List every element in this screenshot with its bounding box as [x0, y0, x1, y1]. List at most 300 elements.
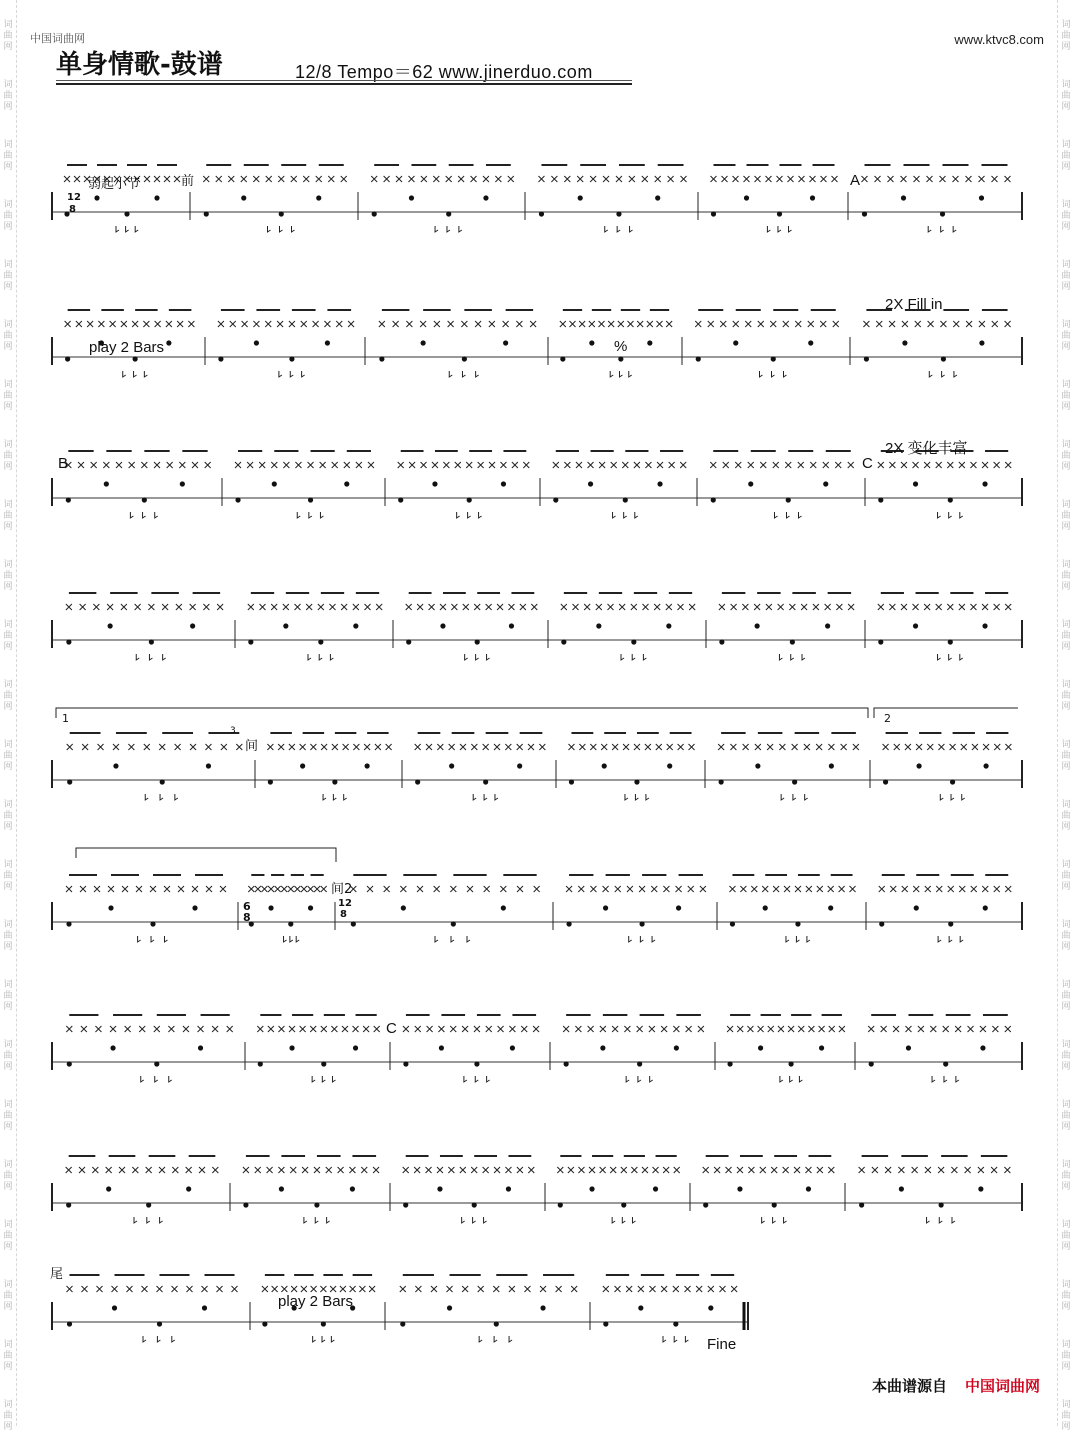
hihat-note	[564, 176, 570, 182]
hihat-note	[557, 1167, 563, 1173]
rest-flag	[333, 794, 336, 800]
hihat-note	[925, 1167, 931, 1173]
hihat-note	[164, 176, 170, 182]
snare-note	[517, 763, 522, 768]
kick-note	[124, 211, 129, 216]
snare-note	[914, 905, 919, 910]
hihat-note	[601, 744, 607, 750]
hihat-note	[310, 744, 316, 750]
kick-note	[696, 356, 701, 361]
hihat-note	[902, 321, 908, 327]
hihat-note	[689, 744, 695, 750]
rest-flag	[449, 371, 452, 377]
hihat-note	[850, 886, 856, 892]
hihat-note	[183, 1026, 189, 1032]
rest-flag	[938, 512, 941, 518]
hihat-note	[417, 886, 423, 892]
snare-note	[899, 1186, 904, 1191]
rest-flag	[962, 794, 965, 800]
kick-note	[150, 921, 155, 926]
rest-flag	[144, 371, 147, 377]
hihat-note	[433, 176, 439, 182]
rest-flag	[160, 1217, 163, 1223]
hihat-note	[144, 744, 150, 750]
hihat-note	[953, 176, 959, 182]
hihat-note	[294, 886, 300, 892]
hihat-note	[203, 604, 209, 610]
hihat-note	[261, 886, 267, 892]
hihat-note	[714, 1167, 720, 1173]
hihat-note	[500, 462, 506, 468]
rest-flag	[126, 226, 129, 232]
hihat-note	[779, 744, 785, 750]
hihat-note	[893, 1026, 899, 1032]
fine-label: Fine	[707, 1336, 737, 1353]
rest-flag	[610, 371, 613, 377]
side-watermark: 词 曲 网	[1061, 1160, 1071, 1192]
kick-note	[204, 211, 209, 216]
hihat-note	[503, 321, 509, 327]
kick-note	[400, 1321, 405, 1326]
kick-note	[475, 639, 480, 644]
side-watermark: 词 曲 网	[3, 80, 13, 112]
snare-note	[241, 195, 246, 200]
hihat-note	[794, 1167, 800, 1173]
snare-note	[401, 905, 406, 910]
snare-note	[110, 1045, 115, 1050]
hihat-note	[308, 886, 314, 892]
hihat-note	[271, 604, 277, 610]
hihat-note	[106, 1167, 112, 1173]
rest-flag	[619, 371, 622, 377]
snare-note	[509, 623, 514, 628]
hihat-note	[489, 321, 495, 327]
snare-note	[432, 481, 437, 486]
second-ending-label: 2	[884, 712, 891, 725]
hihat-note	[666, 321, 672, 327]
hihat-note	[600, 1026, 606, 1032]
hihat-note	[829, 1026, 835, 1032]
rest-flag	[151, 936, 154, 942]
hihat-note	[760, 462, 766, 468]
kick-note	[730, 921, 735, 926]
hihat-note	[619, 604, 625, 610]
hihat-note	[638, 1286, 644, 1292]
snare-note	[113, 763, 118, 768]
hihat-note	[590, 176, 596, 182]
side-watermark: 词 曲 网	[3, 440, 13, 472]
rest-flag	[960, 654, 963, 660]
hihat-note	[321, 744, 327, 750]
hihat-note	[203, 176, 209, 182]
hihat-note	[278, 1167, 284, 1173]
snare-note	[979, 195, 984, 200]
kick-note	[467, 497, 472, 502]
kick-note	[142, 497, 147, 502]
footer-source: 本曲谱源自	[871, 1377, 947, 1395]
hihat-note	[440, 604, 446, 610]
snare-note	[510, 1045, 515, 1050]
hihat-note	[924, 604, 930, 610]
hihat-note	[278, 1026, 284, 1032]
hihat-note	[421, 462, 427, 468]
hihat-note	[674, 1167, 680, 1173]
hihat-note	[508, 604, 514, 610]
hihat-note	[122, 886, 128, 892]
kick-note	[157, 1321, 162, 1326]
hihat-note	[603, 176, 609, 182]
hihat-note	[155, 321, 161, 327]
hihat-note	[642, 176, 648, 182]
hihat-note	[808, 321, 814, 327]
rest-flag	[932, 1076, 935, 1082]
kick-note	[771, 356, 776, 361]
kick-note	[379, 356, 384, 361]
hihat-note	[560, 321, 566, 327]
hihat-note	[978, 1167, 984, 1173]
rest-flag	[143, 1336, 146, 1342]
rest-flag	[952, 1217, 955, 1223]
hihat-note	[517, 886, 523, 892]
rest-flag	[791, 654, 794, 660]
hihat-note	[889, 321, 895, 327]
snare-note	[108, 905, 113, 910]
hihat-note	[437, 744, 443, 750]
hihat-note	[82, 744, 88, 750]
hihat-note	[726, 1167, 732, 1173]
snare-note	[647, 340, 652, 345]
hihat-note	[450, 1026, 456, 1032]
kick-note	[289, 356, 294, 361]
section-a-label: A	[850, 172, 861, 189]
snare-note	[108, 623, 113, 628]
snare-note	[638, 1305, 643, 1310]
hihat-note	[94, 886, 100, 892]
first-ending-label: 1	[62, 712, 69, 725]
snare-note	[279, 1186, 284, 1191]
snare-note	[289, 1045, 294, 1050]
hihat-note	[426, 744, 432, 750]
hihat-note	[386, 744, 392, 750]
hihat-note	[668, 176, 674, 182]
hihat-note	[947, 462, 953, 468]
hihat-note	[876, 321, 882, 327]
snare-note	[503, 340, 508, 345]
hihat-note	[310, 1026, 316, 1032]
hihat-note	[443, 462, 449, 468]
hihat-note	[265, 321, 271, 327]
hihat-note	[80, 604, 86, 610]
hihat-note	[505, 744, 511, 750]
hihat-note	[722, 176, 728, 182]
hihat-note	[878, 462, 884, 468]
rest-flag	[799, 1076, 802, 1082]
hihat-note	[415, 1286, 421, 1292]
kick-note	[149, 639, 154, 644]
kick-note	[566, 921, 571, 926]
site-url[interactable]: www.ktvc8.com	[954, 32, 1044, 47]
hihat-note	[642, 1167, 648, 1173]
kick-note	[948, 497, 953, 502]
hihat-note	[618, 321, 624, 327]
rest-flag	[473, 1217, 476, 1223]
snare-note	[737, 1186, 742, 1191]
hihat-note	[828, 886, 834, 892]
rest-flag	[643, 654, 646, 660]
kick-note	[398, 497, 403, 502]
hihat-note	[157, 1286, 163, 1292]
hihat-note	[579, 321, 585, 327]
hihat-note	[698, 1026, 704, 1032]
hihat-note	[206, 886, 212, 892]
rest-flag	[927, 1217, 930, 1223]
side-watermark: 词 曲 网	[1061, 680, 1071, 712]
hihat-note	[655, 176, 661, 182]
hihat-note	[493, 1286, 499, 1292]
hihat-note	[839, 1026, 845, 1032]
hihat-note	[190, 744, 196, 750]
hihat-note	[966, 321, 972, 327]
hihat-note	[371, 176, 377, 182]
hihat-note	[634, 462, 640, 468]
hihat-note	[326, 1167, 332, 1173]
rest-flag	[949, 936, 952, 942]
side-watermark: 词 曲 网	[3, 1040, 13, 1072]
hihat-note	[177, 321, 183, 327]
pickup-label: 弱起小节	[88, 177, 141, 192]
hihat-note	[710, 462, 716, 468]
rest-flag	[928, 226, 931, 232]
hihat-note	[342, 1026, 348, 1032]
hihat-note	[314, 1167, 320, 1173]
hihat-note	[247, 462, 253, 468]
rest-flag	[805, 794, 808, 800]
hihat-note	[810, 176, 816, 182]
hihat-note	[666, 604, 672, 610]
hihat-note	[747, 1026, 753, 1032]
hihat-note	[828, 744, 834, 750]
hihat-note	[268, 1026, 274, 1032]
hihat-note	[125, 1026, 131, 1032]
hihat-note	[356, 462, 362, 468]
side-watermark: 词 曲 网	[3, 620, 13, 652]
hihat-note	[278, 176, 284, 182]
hihat-note	[374, 1026, 380, 1032]
hihat-note	[129, 462, 135, 468]
hihat-note	[81, 1026, 87, 1032]
side-watermark: 词 曲 网	[1061, 560, 1071, 592]
hihat-note	[187, 1286, 193, 1292]
snare-note	[980, 1045, 985, 1050]
hihat-note	[735, 462, 741, 468]
hihat-note	[97, 1286, 103, 1292]
hihat-note	[972, 744, 978, 750]
rest-flag	[468, 512, 471, 518]
hihat-note	[376, 604, 382, 610]
hihat-note	[369, 1286, 375, 1292]
rest-flag	[292, 226, 295, 232]
hihat-note	[777, 176, 783, 182]
hihat-note	[336, 321, 342, 327]
hihat-note	[590, 886, 596, 892]
kick-note	[403, 1202, 408, 1207]
hihat-note	[121, 321, 127, 327]
hihat-note	[361, 1167, 367, 1173]
hihat-note	[268, 886, 274, 892]
hihat-note	[353, 1026, 359, 1032]
snare-note	[206, 763, 211, 768]
hihat-note	[148, 604, 154, 610]
hihat-note	[429, 604, 435, 610]
hihat-note	[754, 604, 760, 610]
kick-note	[703, 1202, 708, 1207]
hihat-note	[461, 321, 467, 327]
hihat-note	[1005, 462, 1011, 468]
rest-flag	[476, 654, 479, 660]
hihat-note	[500, 886, 506, 892]
snare-note	[316, 195, 321, 200]
hihat-note	[681, 176, 687, 182]
snare-note	[806, 1186, 811, 1191]
hihat-note	[474, 1026, 480, 1032]
kick-note	[288, 921, 293, 926]
hihat-note	[192, 886, 198, 892]
hihat-note	[431, 1286, 437, 1292]
rest-flag	[459, 226, 462, 232]
hihat-note	[568, 1167, 574, 1173]
hihat-note	[368, 462, 374, 468]
hihat-note	[417, 604, 423, 610]
kick-note	[878, 639, 883, 644]
hihat-note	[205, 744, 211, 750]
hihat-note	[446, 176, 452, 182]
hihat-note	[938, 1167, 944, 1173]
hihat-note	[198, 1026, 204, 1032]
hihat-note	[159, 744, 165, 750]
snare-note	[272, 481, 277, 486]
kick-note	[406, 639, 411, 644]
hihat-note	[639, 886, 645, 892]
time-128-bottom: 8	[340, 909, 347, 920]
hihat-note	[875, 176, 881, 182]
hihat-note	[832, 176, 838, 182]
hihat-note	[758, 1026, 764, 1032]
rest-flag	[136, 654, 139, 660]
rest-flag	[484, 1217, 487, 1223]
kick-note	[859, 1202, 864, 1207]
kick-note	[446, 211, 451, 216]
hihat-note	[253, 321, 259, 327]
hihat-note	[970, 604, 976, 610]
side-watermark: 词 曲 网	[1061, 740, 1071, 772]
hihat-note	[848, 604, 854, 610]
side-watermark: 词 曲 网	[3, 200, 13, 232]
rest-flag	[938, 936, 941, 942]
hihat-note	[432, 462, 438, 468]
rest-flag	[435, 226, 438, 232]
rest-flag	[630, 226, 633, 232]
kick-note	[772, 1202, 777, 1207]
side-watermark: 词 曲 网	[1061, 500, 1071, 532]
hihat-note	[462, 1026, 468, 1032]
rest-flag	[960, 512, 963, 518]
hihat-note	[700, 886, 706, 892]
rest-flag	[157, 1336, 160, 1342]
kick-note	[939, 1202, 944, 1207]
hihat-note	[353, 604, 359, 610]
hihat-note	[343, 744, 349, 750]
hihat-note	[680, 462, 686, 468]
hihat-note	[267, 744, 273, 750]
side-watermark: 词 曲 网	[1061, 1040, 1071, 1072]
hihat-note	[898, 1167, 904, 1173]
hihat-note	[523, 462, 529, 468]
hihat-note	[448, 1167, 454, 1173]
rest-flag	[135, 226, 138, 232]
snare-note	[906, 1045, 911, 1050]
coda-label: 尾	[50, 1267, 64, 1282]
kick-note	[719, 779, 724, 784]
hihat-note	[291, 176, 297, 182]
rest-flag	[784, 1217, 787, 1223]
side-watermark: 词 曲 网	[1061, 860, 1071, 892]
snare-note	[186, 1186, 191, 1191]
rest-flag	[807, 936, 810, 942]
hihat-note	[804, 744, 810, 750]
rest-flag	[767, 226, 770, 232]
rest-flag	[476, 371, 479, 377]
play-two-bars-coda-label: play 2 Bars	[278, 1293, 354, 1310]
hihat-note	[144, 176, 150, 182]
kick-note	[603, 1321, 608, 1326]
hihat-note	[610, 1167, 616, 1173]
footer-brand-link[interactable]: 中国词曲网	[964, 1377, 1040, 1395]
hihat-note	[938, 744, 944, 750]
hihat-note	[1005, 321, 1011, 327]
hihat-note	[673, 1286, 679, 1292]
kick-note	[564, 1061, 569, 1066]
rest-flag	[622, 1217, 625, 1223]
hihat-note	[955, 1026, 961, 1032]
snare-note	[916, 763, 921, 768]
hihat-note	[983, 744, 989, 750]
hihat-note	[365, 604, 371, 610]
hihat-note	[686, 1026, 692, 1032]
hihat-note	[359, 1286, 365, 1292]
rest-flag	[494, 1336, 497, 1342]
variation-label: 2X 变化丰富	[885, 440, 968, 457]
hihat-note	[517, 744, 523, 750]
rest-flag	[799, 512, 802, 518]
snare-note	[674, 1045, 679, 1050]
hihat-note	[313, 321, 319, 327]
hihat-note	[281, 1286, 287, 1292]
hihat-note	[174, 176, 180, 182]
rest-flag	[473, 794, 476, 800]
rest-flag	[155, 512, 158, 518]
hihat-note	[913, 462, 919, 468]
hihat-note	[661, 1286, 667, 1292]
hihat-note	[783, 321, 789, 327]
hihat-note	[498, 1026, 504, 1032]
hihat-note	[92, 1167, 98, 1173]
hihat-note	[762, 886, 768, 892]
hihat-note	[414, 1167, 420, 1173]
kick-note	[268, 779, 273, 784]
snare-note	[192, 905, 197, 910]
hihat-note	[406, 604, 412, 610]
hihat-note	[612, 744, 618, 750]
